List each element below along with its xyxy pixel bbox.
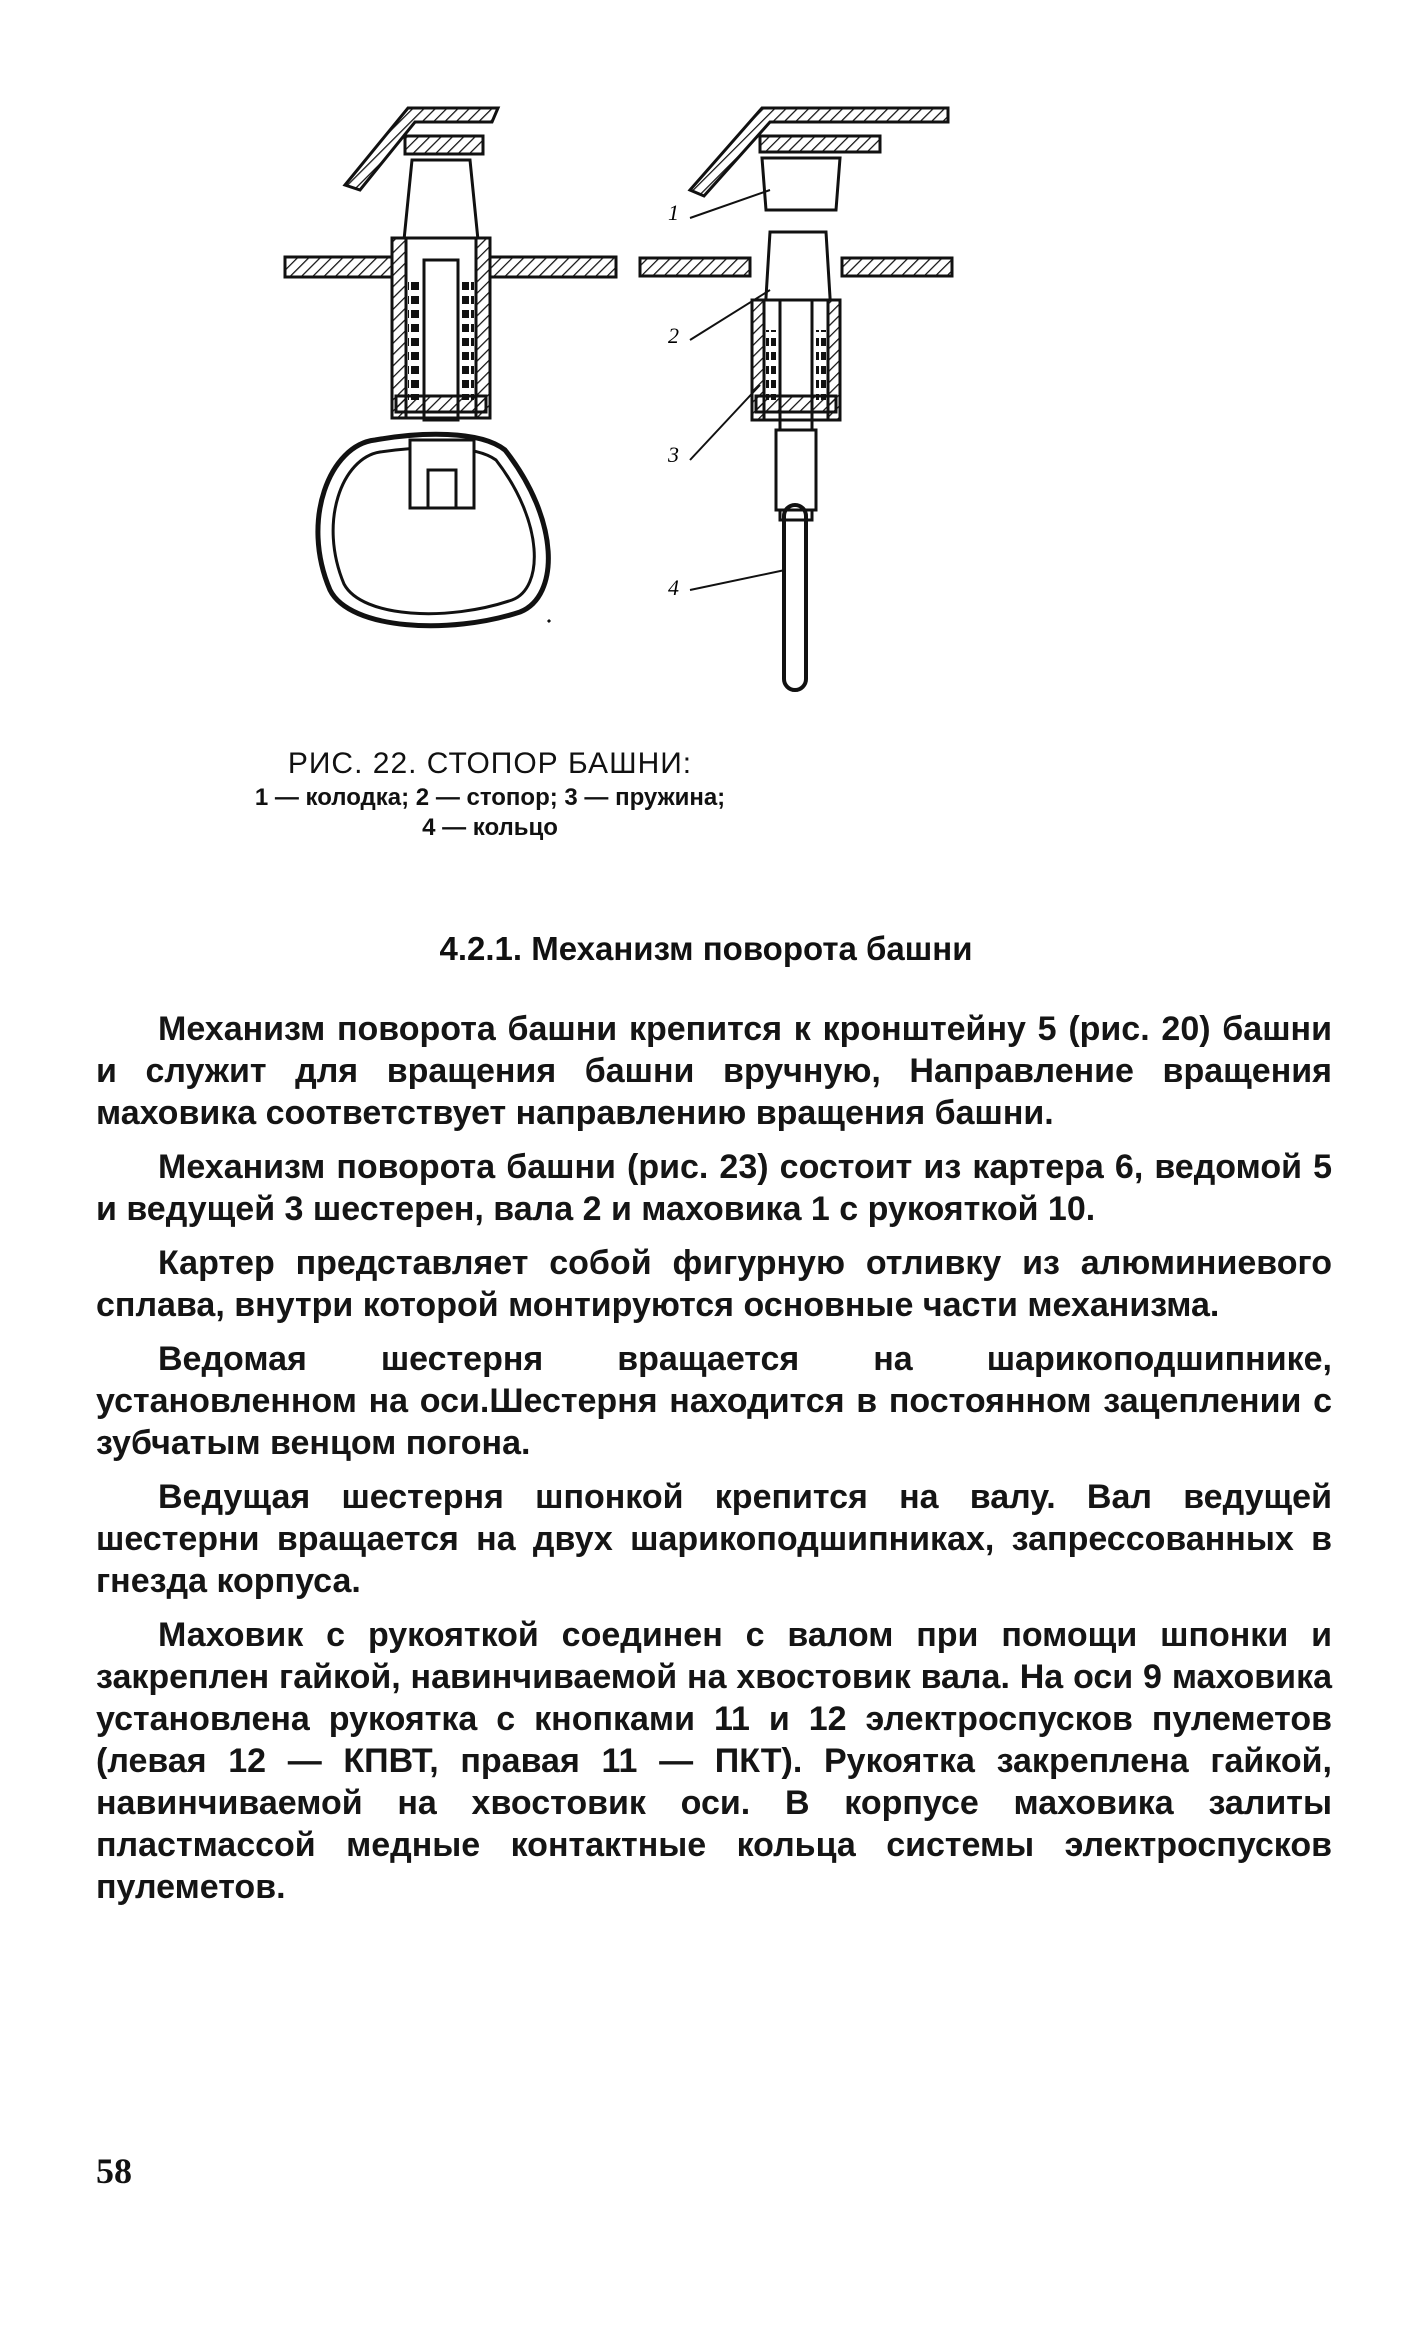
figure-22 (0, 0, 1412, 841)
caption-legend-line1: 1 — колодка; 2 — стопор; 3 — пружина; (254, 783, 726, 811)
turret-lock-drawing (0, 0, 1412, 720)
paragraph: Маховик с рукояткой соединен с валом при помощи шпонки и закреплен гайкой, навинчиваемой на хвостовик вала. На оси 9 маховика установлена рукоятка с кнопками 11 и 12 электроспусков пулеметов (левая 12 — КПВТ, правая 11 — ПКТ). Рукоятка закреплена гайкой, навинчиваемой на хвостовик оси. В корпусе маховика залиты пластмассой медные контактные кольца системы электроспусков пулеметов. (96, 1616, 1332, 1906)
paragraph: Механизм поворота башни (рис. 23) состоит из картера 6, ведомой 5 и ведущей 3 шестерен, вала 2 и маховика 1 с рукояткой 10. (96, 1148, 1332, 1228)
page-number: 58 (96, 2151, 132, 2191)
callout-3: 3 (668, 442, 679, 467)
figure-caption (200, 745, 780, 843)
section-heading: 4.2.1. Механизм поворота башни (439, 930, 973, 967)
paragraph: Картер представляет собой фигурную отливку из алюминиевого сплава, внутри которой монтируются основные части механизма. (96, 1244, 1332, 1324)
caption-title: РИС. 22. СТОПОР БАШНИ: (287, 747, 693, 780)
right-view (640, 108, 952, 690)
section-body (96, 1008, 1332, 1920)
paragraph: Механизм поворота башни крепится к кронштейну 5 (рис. 20) башни и служит для вращения башни вручную, Направление вращения маховика соответствует направлению вращения башни. (96, 1010, 1332, 1132)
paragraph: Ведомая шестерня вращается на шарикоподшипнике, установленном на оси.Шестерня находится в постоянном зацеплении с зубчатым венцом погона. (96, 1340, 1332, 1462)
caption-legend-line2: 4 — кольцо (422, 813, 558, 841)
paragraph: Ведущая шестерня шпонкой крепится на валу. Вал ведущей шестерни вращается на двух шарикоподшипниках, запрессованных в гнезда корпуса. (96, 1478, 1332, 1600)
left-view (285, 108, 616, 626)
callout-1: 1 (668, 200, 679, 225)
callout-2: 2 (668, 323, 679, 348)
callout-4: 4 (668, 575, 679, 600)
